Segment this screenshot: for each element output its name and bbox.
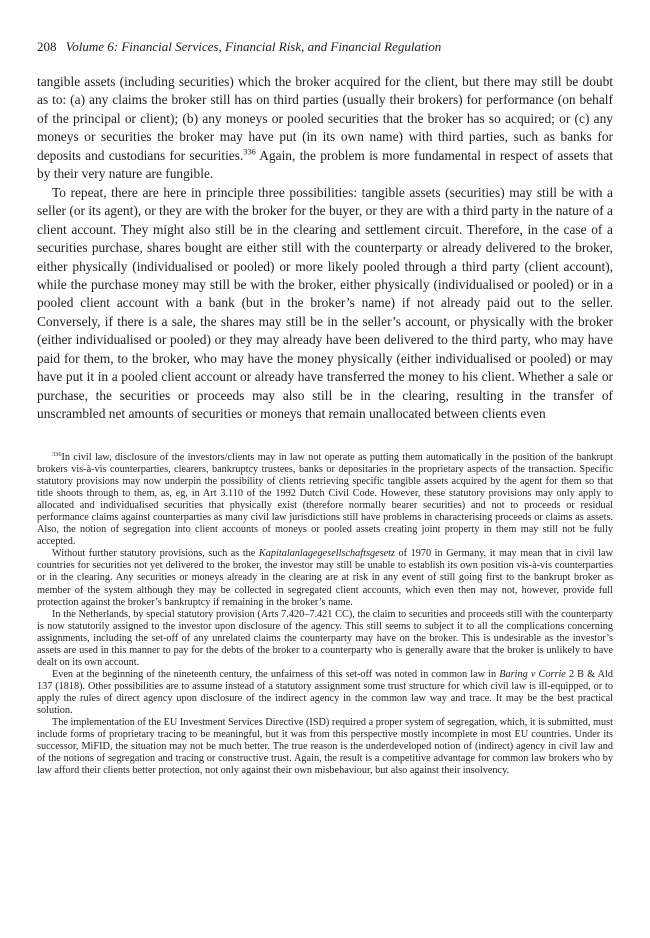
- footnotes: [37, 452, 613, 777]
- paragraph-1-text: tangible assets (including securities) which the broker acquired for the client, but there may still be doubt as to: (a) any claims the broker still has on third parties (usually their brokers) for performance (on behalf of the principal or client); (b) any moneys or pooled securities that the broker has so acquired; or (c) any moneys or securities the broker may have put (in its own name) with third parties, such as banks for deposits and custodians for securities.: [37, 74, 613, 163]
- paragraph-2: To repeat, there are here in principle three possibilities: tangible assets (securities) may still be with a seller (or its agent), or they are with the broker for the buyer, or they are with a third party in the nature of a client account. They might also still be in the clearing and settlement circuit. Therefore, in the case of a securities purchase, shares bought are either still with the counterparty or already delivered to the broker, either physically (individualised or pooled) or more likely pooled through a third party (client account), while the purchase money may still be with the broker, either physically (individualised or pooled) or in a pooled client account with a bank (but in the broker’s name) if not already paid out to the seller. Conversely, if there is a sale, the shares may still be in the seller’s account, or physically with the broker (either individualised or pooled) or they may already have been delivered to the third party, who may have paid for them, to the broker, who may have the money physically (either individualised or pooled) or may have put it in a pooled client account or already have transferred the money to his client. Whether a sale or purchase, the securities or proceeds may also still be in the clearing, resulting in the transfer of unscrambled net amounts of securities or moneys that remain unallocated between clients even: [37, 184, 613, 422]
- footnote-336-para-1: [37, 452, 613, 548]
- footnote-336-para-2: [37, 548, 613, 608]
- case-name: Baring v Corrie: [499, 668, 566, 680]
- page-number: 208: [37, 39, 57, 54]
- footnote-reference[interactable]: 336: [243, 147, 256, 157]
- footnote-text: of 1970 in Germany, it may mean that in civil law countries for securities not yet delivered to the broker, the investor may still be unable to establish its own position vis-à-vis counterparties or in the clearing. Any securities or moneys already in the clearing are at risk in any event of still going first to the bankrupt broker as member of the system although they may be collected in segregated client accounts, which even then may not, however, provide full protection against the broker’s bankruptcy if remaining in the broker’s name.: [37, 548, 613, 608]
- main-text: [37, 73, 613, 424]
- statute-name: Kapitalanlagegesellschaftsgesetz: [258, 548, 395, 560]
- paragraph-1: [37, 73, 613, 184]
- running-head: [37, 39, 617, 55]
- footnote-text: Even at the beginning of the nineteenth century, the unfairness of this set-off was noted in common law in: [52, 668, 500, 680]
- paragraph-1-text-cont: Again, the problem is more fundamental in respect of assets that by their very nature are fungible.: [37, 147, 613, 182]
- footnote-text: Without further statutory provisions, such as the: [52, 548, 259, 560]
- footnote-336-para-3: In the Netherlands, by special statutory provision (Arts 7.420–7.421 CC), the claim to securities and proceeds still with the counterparty is now statutorily assigned to the investor upon disclosure of the agency. This still seems to subject it to all the complications concerning assignments, including the set-off of any unrelated claims the counterparty may have on the broker. This is undesirable as the investor’s assets are used in this manner to pay for the debts of the broker to a counterparty who is generally aware that the broker is unlikely to have dealt on its own account.: [37, 608, 613, 668]
- footnote-text: 2 B & Ald 137 (1818). Other possibilities are to assume instead of a statutory assignment some trust structure for which civil law is ill-equipped, or to apply the rules of direct agency upon disclosure of the indirect agency in the common law way and trace. It may be the best practical solution.: [37, 668, 614, 716]
- footnote-number: 336: [52, 450, 62, 458]
- footnote-text: In civil law, disclosure of the investors/clients may in law not operate as putting them automatically in the position of the bankrupt brokers vis-à-vis counterparties, clearers, bankruptcy trustees, banks or depositaries in the proprietary aspects of the transaction. Specific statutory provisions may now underpin the possibility of clients retrieving specific tangible assets acquired by the agent for them so that title shoots through to them, as, eg, in Art 3.110 of the 1992 Dutch Civil Code. However, these statutory provisions may only apply to allocated and individualised securities that physically exist (therefore normally bearer securities) and not to proceeds or residual performance claims against counterparties as many civil law jurisdictions still have problems in characterising proceeds or claims as assets. Also, the notion of segregation into client accounts of moneys or pooled assets creating joint property in them may still not be fully accepted.: [37, 452, 613, 548]
- running-title: Volume 6: Financial Services, Financial Risk, and Financial Regulation: [65, 39, 442, 54]
- footnote-336-para-5: The implementation of the EU Investment Services Directive (ISD) required a proper system of segregation, which, it is submitted, must include forms of proprietary tracing to be meaningful, but it was from this perspective mostly incomplete in most EU countries. Under its successor, MiFID, the situation may not be much better. The true reason is the underdeveloped notion of (indirect) agency in civil law and of the notions of segregation and tracing or constructive trust. Again, the result is a competitive advantage for common law brokers who by law afford their clients better protection, not only against their own misbehaviour, but also against their insolvency.: [37, 717, 613, 777]
- footnote-336-para-4: [37, 669, 613, 717]
